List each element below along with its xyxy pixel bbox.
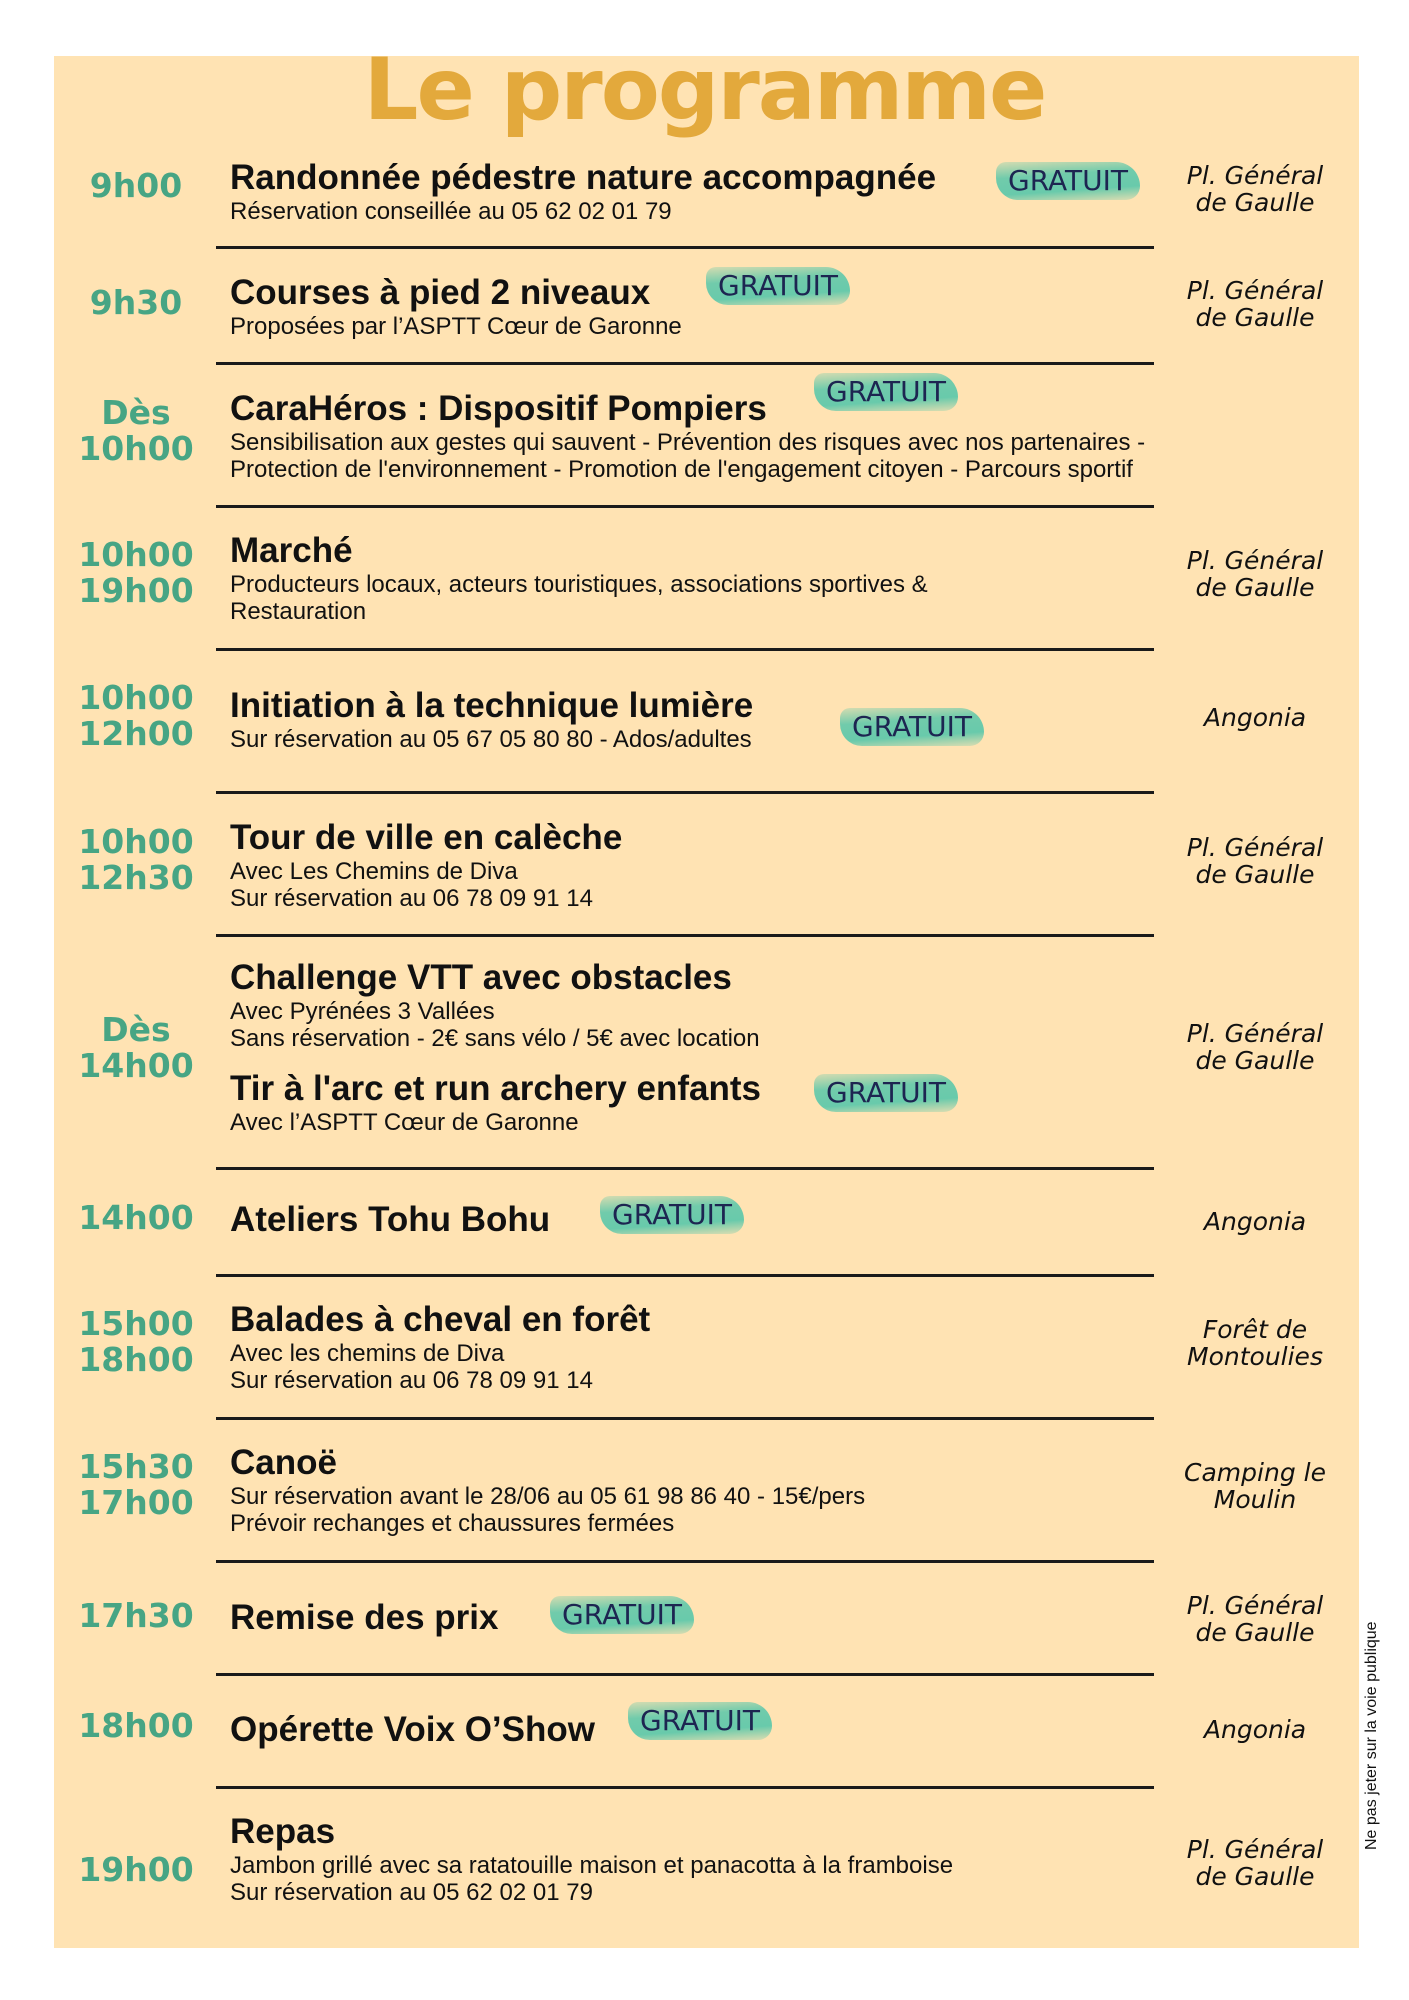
event-title: Opérette Voix O’Show xyxy=(230,1710,595,1749)
divider xyxy=(216,505,1154,508)
event-location: Pl. Général de Gaulle xyxy=(1186,1835,1324,1891)
event-desc: Avec l’ASPTT Cœur de Garonne xyxy=(230,1109,579,1136)
gratuit-badge: GRATUIT xyxy=(996,162,1140,200)
event-time: 9h30 xyxy=(89,283,183,322)
event-location: Angonia xyxy=(1203,1715,1307,1744)
event-content xyxy=(230,958,1280,1136)
event-time: 9h00 xyxy=(89,166,183,205)
event-title: Tour de ville en calèche xyxy=(230,818,623,857)
gratuit-badge: GRATUIT xyxy=(840,708,984,746)
event-desc: Proposées par l’ASPTT Cœur de Garonne xyxy=(230,313,682,340)
event-location: Pl. Général de Gaulle xyxy=(1186,161,1324,217)
event-title: Canoë xyxy=(230,1443,337,1482)
event-desc: Sur réservation au 06 78 09 91 14 xyxy=(230,885,593,912)
event-desc: Sensibilisation aux gestes qui sauvent - Prévention des risques avec nos partenaires - xyxy=(230,429,1146,456)
event-title: Balades à cheval en forêt xyxy=(230,1300,651,1339)
divider xyxy=(216,362,1154,365)
event-title: Marché xyxy=(230,531,353,570)
event-content xyxy=(230,389,1280,483)
event-time: 19h00 xyxy=(78,1850,194,1889)
event-location: Angonia xyxy=(1203,703,1307,732)
event-title: CaraHéros : Dispositif Pompiers xyxy=(230,389,767,428)
event-location: Pl. Général de Gaulle xyxy=(1186,276,1324,332)
gratuit-badge: GRATUIT xyxy=(600,1196,744,1234)
event-desc: Protection de l'environnement - Promotion de l'engagement citoyen - Parcours sportif xyxy=(230,456,1133,483)
event-content xyxy=(230,531,1280,625)
divider xyxy=(216,1560,1154,1563)
event-desc: Réservation conseillée au 05 62 02 01 79 xyxy=(230,198,672,225)
event-desc: Sur réservation au 06 78 09 91 14 xyxy=(230,1367,593,1394)
event-desc: Avec Pyrénées 3 Vallées xyxy=(230,998,495,1025)
divider xyxy=(216,791,1154,794)
event-desc: Restauration xyxy=(230,598,367,625)
event-time: 14h00 xyxy=(78,1198,194,1237)
event-desc: Sur réservation avant le 28/06 au 05 61 98 86 40 - 15€/pers xyxy=(230,1483,866,1510)
gratuit-badge: GRATUIT xyxy=(706,267,850,305)
event-time: 10h00 19h00 xyxy=(78,535,194,610)
event-location: Pl. Général de Gaulle xyxy=(1186,833,1324,889)
event-title: Challenge VTT avec obstacles xyxy=(230,958,732,997)
divider xyxy=(216,246,1154,249)
event-desc: Sans réservation - 2€ sans vélo / 5€ avec location xyxy=(230,1025,760,1052)
event-location: Forêt de Montoulies xyxy=(1187,1315,1323,1371)
event-desc: Avec les chemins de Diva xyxy=(230,1340,505,1367)
divider xyxy=(216,1417,1154,1420)
event-title: Repas xyxy=(230,1812,336,1851)
event-title: Initiation à la technique lumière xyxy=(230,686,754,725)
event-content xyxy=(230,1443,1280,1537)
event-time: 17h30 xyxy=(78,1596,194,1635)
divider xyxy=(216,1786,1154,1789)
event-location: Camping le Moulin xyxy=(1184,1458,1326,1514)
event-title: Ateliers Tohu Bohu xyxy=(230,1200,551,1239)
divider xyxy=(216,1274,1154,1277)
divider xyxy=(216,934,1154,937)
event-content xyxy=(230,1300,1280,1394)
divider xyxy=(216,1167,1154,1170)
event-title: Randonnée pédestre nature accompagnée xyxy=(230,158,937,197)
event-location: Angonia xyxy=(1203,1207,1307,1236)
gratuit-badge: GRATUIT xyxy=(814,1074,958,1112)
event-desc: Sur réservation au 05 62 02 01 79 xyxy=(230,1879,593,1906)
event-content xyxy=(230,1200,1280,1240)
event-title: Remise des prix xyxy=(230,1598,499,1637)
event-content xyxy=(230,1812,1280,1906)
event-desc: Avec Les Chemins de Diva xyxy=(230,858,518,885)
event-location: Pl. Général de Gaulle xyxy=(1186,546,1324,602)
event-content xyxy=(230,686,1280,753)
event-time: 15h00 18h00 xyxy=(78,1304,194,1379)
gratuit-badge: GRATUIT xyxy=(550,1596,694,1634)
divider xyxy=(216,1673,1154,1676)
page-title: Le programme xyxy=(363,40,1046,140)
event-time: Dès 10h00 xyxy=(78,393,194,468)
side-note: Ne pas jeter sur la voie publique xyxy=(1363,1621,1380,1850)
event-desc: Sur réservation au 05 67 05 80 80 - Ados/adultes xyxy=(230,726,752,753)
event-location: Pl. Général de Gaulle xyxy=(1186,1591,1324,1647)
event-time: 10h00 12h00 xyxy=(78,678,194,753)
event-desc: Jambon grillé avec sa ratatouille maison et panacotta à la framboise xyxy=(230,1852,954,1879)
gratuit-badge: GRATUIT xyxy=(814,373,958,411)
event-time: Dès 14h00 xyxy=(78,1010,194,1085)
event-time: 15h30 17h00 xyxy=(78,1447,194,1522)
event-title: Tir à l'arc et run archery enfants xyxy=(230,1069,761,1108)
event-location: Pl. Général de Gaulle xyxy=(1186,1019,1324,1075)
event-time: 10h00 12h30 xyxy=(78,822,194,897)
event-desc: Producteurs locaux, acteurs touristiques, associations sportives & xyxy=(230,571,928,598)
event-desc: Prévoir rechanges et chaussures fermées xyxy=(230,1510,675,1537)
gratuit-badge: GRATUIT xyxy=(628,1702,772,1740)
divider xyxy=(216,648,1154,651)
event-title: Courses à pied 2 niveaux xyxy=(230,273,651,312)
event-content xyxy=(230,818,1280,912)
event-content xyxy=(230,1598,1280,1638)
event-time: 18h00 xyxy=(78,1706,194,1745)
